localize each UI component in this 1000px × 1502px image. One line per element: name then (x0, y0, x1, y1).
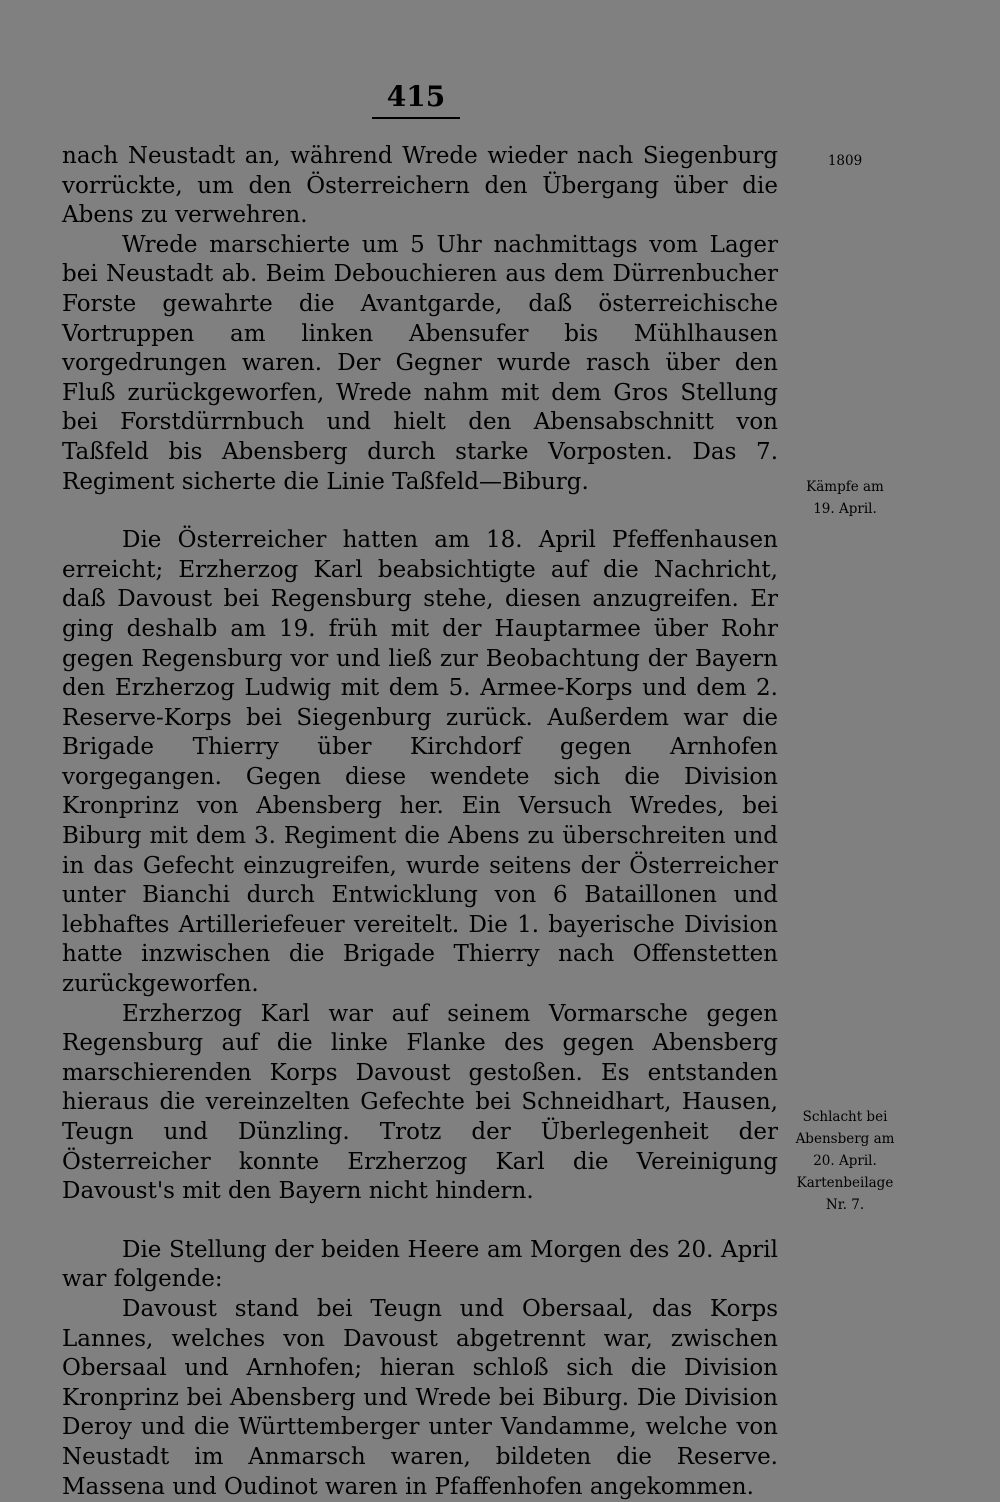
margin-note-schlacht (790, 1106, 900, 1216)
page-number-rule (372, 117, 460, 119)
paragraph: nach Neustadt an, während Wrede wieder nach Siegenburg vorrückte, um den Österreichern den Übergang über die Abens zu verwehren. (62, 143, 778, 229)
paragraph: Wrede marschierte um 5 Uhr nachmittags vom Lager bei Neustadt ab. Beim Debouchieren aus dem Dürrenbucher Forste gewahrte die Avantgarde, daß österreichische Vortruppen am linken Abensufer bis Mühlhausen vorgedrungen waren. Der Gegner wurde rasch über den Fluß zurückgeworfen, Wrede nahm mit dem Gros Stellung bei Forstdürrnbuch und hielt den Abensabschnitt von Taßfeld bis Abensberg durch starke Vorposten. Das 7. Regiment sicherte die Linie Taßfeld—Biburg. (62, 231, 778, 495)
paragraph: Erzherzog Karl war auf seinem Vormarsche gegen Regensburg auf die linke Flanke des gegen Abensberg marschierenden Korps Davoust gestoßen. Es entstanden hieraus die vereinzelten Gefechte bei Schneidhart, Hausen, Teugn und Dünzling. Trotz der Überlegenheit der Österreicher konnte Erzherzog Karl die Vereinigung Davoust's mit den Bayern nicht hindern. (62, 1000, 778, 1205)
paragraph: Davoust stand bei Teugn und Obersaal, das Korps Lannes, welches von Davoust abgetrennt war, zwischen Obersaal und Arnhofen; hieran schloß sich die Division Kronprinz bei Abensberg und Wrede bei Biburg. Die Division Deroy und die Württemberger unter Vandamme, welche von Neustadt im Anmarsch waren, bildeten die Reserve. Massena und Oudinot waren in Pfaffenhofen angekommen. (62, 1295, 778, 1500)
margin-note-line: 19. April. (813, 501, 877, 517)
paragraph: Die Österreicher hatten am 18. April Pfeffenhausen erreicht; Erzherzog Karl beabsichtigte auf die Nachricht, daß Davoust bei Regensburg stehe, diesen anzugreifen. Er ging deshalb am 19. früh mit der Hauptarmee über Rohr gegen Regensburg vor und ließ zur Beobachtung der Bayern den Erzherzog Ludwig mit dem 5. Armee-Korps und dem 2. Reserve-Korps bei Siegenburg zurück. Außerdem war die Brigade Thierry über Kirchdorf gegen Arnhofen vorgegangen. Gegen diese wendete sich die Division Kronprinz von Abensberg her. Ein Versuch Wredes, bei Biburg mit dem 3. Regiment die Abens zu überschreiten und in das Gefecht einzugreifen, wurde seitens der Österreicher unter Bianchi durch Entwicklung von 6 Bataillonen und lebhaftes Artilleriefeuer vereitelt. Die 1. bayerische Division hatte inzwischen die Brigade Thierry nach Offenstetten zurückgeworfen. (62, 527, 778, 998)
margin-note-year-text: 1809 (827, 153, 863, 169)
page-number: 415 (386, 80, 446, 113)
margin-note-line: Kämpfe am (806, 479, 884, 495)
body-text (62, 142, 778, 1502)
margin-note-kaempfe (790, 476, 900, 520)
margin-note-line: 20. April. (813, 1153, 877, 1169)
margin-note-line: Nr. 7. (825, 1197, 865, 1213)
paragraph: Die Stellung der beiden Heere am Morgen des 20. April war folgende: (62, 1236, 778, 1293)
margin-note-line: Schlacht bei (802, 1109, 888, 1125)
margin-note-line: Kartenbeilage (796, 1175, 894, 1191)
margin-note-year (790, 150, 900, 172)
margin-note-line: Abensberg am (795, 1131, 895, 1147)
